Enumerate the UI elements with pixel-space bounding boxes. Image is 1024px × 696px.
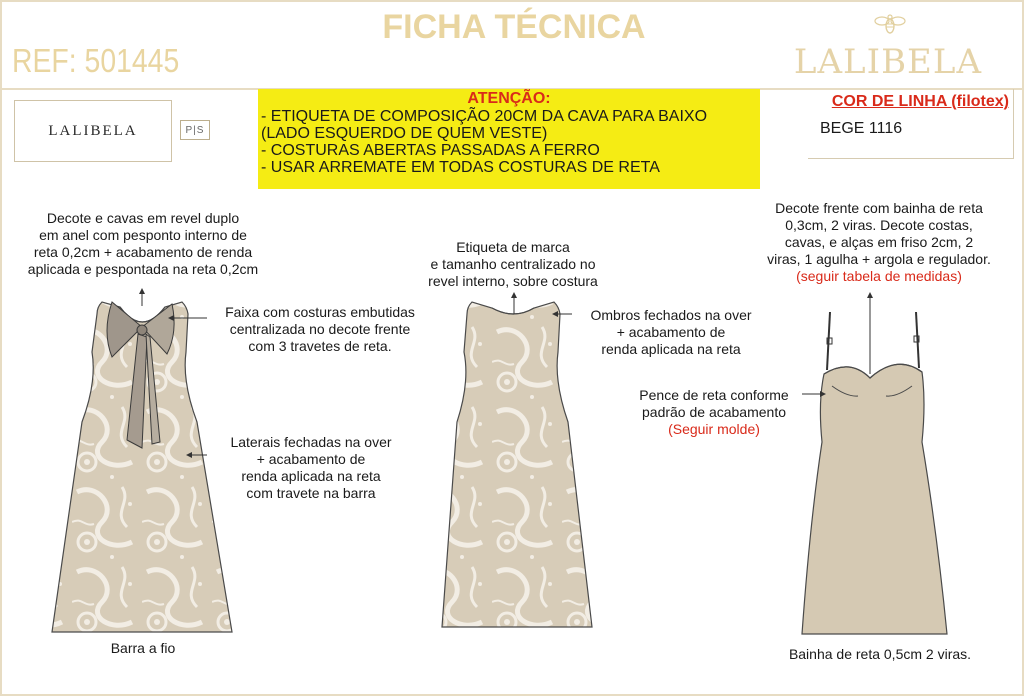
note-shoulders: Ombros fechados na over + acabamento de renda aplicada na reta	[590, 307, 752, 357]
note-slip-neckline: Decote frente com bainha de reta 0,3cm, 2 viras. Decote costas, cavas, e alças em friso 2cm, 2 viras, 1 agulha + argola e regulador. (seguir tabela de medidas)	[767, 200, 991, 284]
attention-line: - ETIQUETA DE COMPOSIÇÃO 20CM DA CAVA PARA BAIXO	[261, 108, 708, 125]
attention-line: (LADO ESQUERDO DE QUEM VESTE)	[261, 125, 548, 142]
brand-logo: LALIBELA	[793, 42, 982, 82]
note-front-neckline: Decote e cavas em revel duplo em anel com pesponto interno de reta 0,2cm + acabamento de renda aplicada e pespontada na reta 0,2cm	[27, 210, 259, 277]
note-side-seams: Laterais fechadas na over + acabamento de renda aplicada na reta com travete na barra	[230, 434, 392, 501]
note-brand-label: Etiqueta de marca e tamanho centralizado no revel interno, sobre costura	[428, 239, 598, 289]
note-front-hem: Barra a fio	[110, 640, 176, 656]
reference-code: REF: 501445	[12, 42, 180, 79]
note-slip-hem: Bainha de reta 0,5cm 2 viras.	[788, 646, 972, 662]
attention-line: - USAR ARREMATE EM TODAS COSTURAS DE RETA	[261, 159, 660, 176]
thread-color-title: COR DE LINHA (filotex)	[831, 93, 1009, 110]
attention-line: - COSTURAS ABERTAS PASSADAS A FERRO	[261, 142, 600, 159]
slip-drawing	[802, 292, 947, 634]
brand-label-text: LALIBELA	[48, 122, 138, 139]
note-band: Faixa com costuras embutidas centralizada no decote frente com 3 travetes de reta.	[225, 304, 415, 354]
size-label-box: P|S	[180, 120, 210, 140]
attention-title: ATENÇÃO:	[467, 90, 551, 107]
garment-drawings	[2, 2, 1024, 696]
page-title: FICHA TÉCNICA	[382, 8, 646, 46]
thread-color-value: BEGE 1116	[820, 120, 903, 137]
note-pence: Pence de reta conforme padrão de acabamento (Seguir molde)	[639, 387, 789, 437]
